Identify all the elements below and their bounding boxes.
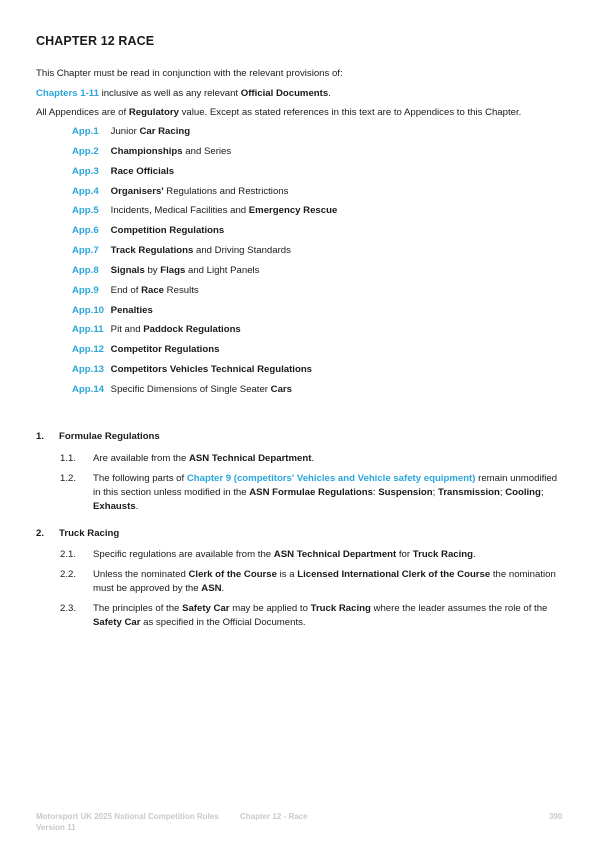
footer-page-number: 390 <box>549 812 563 821</box>
clause-2-1: 2.1. Specific regulations are available from the ASN Technical Department for Truck Racing. <box>60 549 476 560</box>
appendix-item: App.5 Incidents, Medical Facilities and Emergency Rescue <box>72 205 338 217</box>
appendix-link[interactable]: App.2 <box>72 145 99 157</box>
appendix-item: App.14 Specific Dimensions of Single Seater Cars <box>72 383 292 395</box>
footer-publication: Motorsport UK 2025 National Competition Rules Version 11 <box>36 812 219 832</box>
intro-line-1: This Chapter must be read in conjunction with the relevant provisions of: <box>36 68 343 79</box>
appendix-link[interactable]: App.4 <box>72 185 99 197</box>
clause-2-2: 2.2. Unless the nominated Clerk of the Course is a Licensed International Clerk of the Course the nomination must be approved by the ASN. <box>60 569 556 595</box>
appendix-link[interactable]: App.7 <box>72 245 99 257</box>
appendix-link[interactable]: App.3 <box>72 165 99 177</box>
appendix-link[interactable]: App.10 <box>72 304 104 316</box>
intro-line-2: Chapters 1-11 inclusive as well as any relevant Official Documents. <box>36 88 331 99</box>
chapter-title: CHAPTER 12 RACE <box>36 34 155 48</box>
appendix-item: App.9 End of Race Results <box>72 284 199 296</box>
section-1-heading: 1. Formulae Regulations <box>36 431 160 442</box>
appendix-item: App.12 Competitor Regulations <box>72 344 220 356</box>
clause-2-3: 2.3. The principles of the Safety Car may be applied to Truck Racing where the leader assumes the role of the Safety Car as specified in the Official Documents. <box>60 603 548 629</box>
footer-chapter: Chapter 12 - Race <box>240 812 308 821</box>
chapter-9-link[interactable]: Chapter 9 (competitors' Vehicles and Vehicle safety equipment) <box>186 473 476 484</box>
appendix-link[interactable]: App.12 <box>72 344 104 356</box>
appendix-item: App.4 Organisers' Regulations and Restrictions <box>72 185 289 197</box>
appendix-item: App.3 Race Officials <box>72 165 175 177</box>
appendix-link[interactable]: App.14 <box>72 383 104 395</box>
appendix-item: App.8 Signals by Flags and Light Panels <box>72 264 260 276</box>
appendix-list <box>72 125 337 403</box>
appendix-item: App.1 Junior Car Racing <box>72 126 191 137</box>
appendix-link[interactable]: App.11 <box>72 324 104 336</box>
appendix-item: App.6 Competition Regulations <box>72 225 225 237</box>
appendix-item: App.13 Competitors Vehicles Technical Regulations <box>72 364 313 376</box>
appendix-link[interactable]: App.13 <box>72 364 104 376</box>
intro-line-3: All Appendices are of Regulatory value. Except as stated references in this text are to Appendices to this Chapter. <box>36 107 522 118</box>
clause-1-1: 1.1. Are available from the ASN Technical Department. <box>60 453 315 464</box>
appendix-link[interactable]: App.1 <box>72 126 99 137</box>
appendix-link[interactable]: App.5 <box>72 205 99 217</box>
appendix-item: App.11 Pit and Paddock Regulations <box>72 324 241 336</box>
appendix-link[interactable]: App.9 <box>72 284 99 296</box>
appendix-link[interactable]: App.6 <box>72 225 99 237</box>
section-2-heading: 2. Truck Racing <box>36 528 120 539</box>
appendix-item: App.2 Championships and Series <box>72 145 232 157</box>
appendix-item: App.10 Penalties <box>72 304 153 316</box>
chapters-link[interactable]: Chapters 1-11 <box>36 88 99 99</box>
clause-1-2: 1.2. The following parts of Chapter 9 (competitors' Vehicles and Vehicle safety equipment) remain unmodified in this section unless modified in the ASN Formulae Regulations: Suspension; Transmission; Cooling; Exhausts. <box>60 473 558 513</box>
appendix-link[interactable]: App.8 <box>72 264 99 276</box>
appendix-item: App.7 Track Regulations and Driving Standards <box>72 245 291 257</box>
